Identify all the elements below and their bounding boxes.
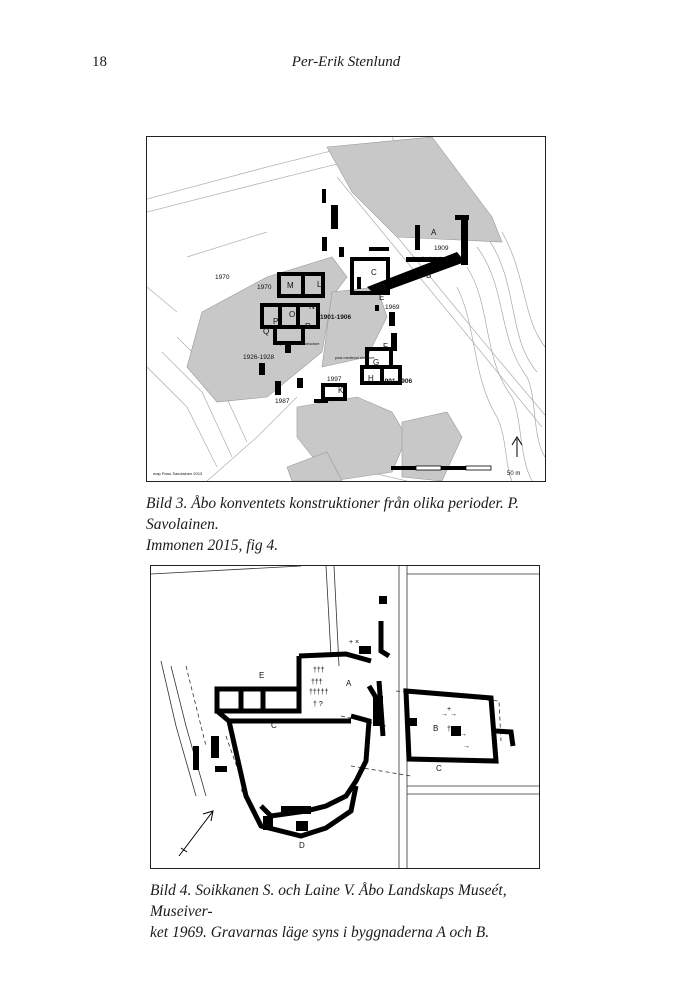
label-F: F bbox=[383, 342, 388, 351]
scale-label: 50 m bbox=[507, 471, 521, 477]
svg-text:+: + bbox=[447, 706, 452, 713]
page-number: 18 bbox=[92, 54, 107, 70]
map-credit: map Panu Savolainen 2013 bbox=[153, 471, 203, 476]
corridor-C-label-1: C bbox=[271, 721, 277, 730]
room-B-label: B bbox=[433, 724, 439, 733]
svg-text:†††: ††† bbox=[313, 667, 325, 674]
figure-3-caption-line-2: Immonen 2015, fig 4. bbox=[146, 537, 279, 554]
label-O: O bbox=[289, 310, 296, 319]
year-1901-1906-b: 1901-1906 bbox=[381, 378, 413, 385]
label-Q: Q bbox=[263, 327, 270, 336]
room-A-label: A bbox=[346, 679, 352, 688]
svg-text:†: † bbox=[447, 726, 451, 733]
label-M: M bbox=[287, 281, 294, 290]
north-arrow-icon bbox=[512, 437, 522, 457]
label-B: B bbox=[426, 271, 432, 280]
running-head: Per-Erik Stenlund bbox=[291, 54, 401, 70]
svg-text:→ →: → → bbox=[451, 731, 467, 738]
label-C: C bbox=[371, 268, 377, 277]
label-K: K bbox=[338, 386, 344, 395]
label-H: H bbox=[368, 374, 374, 383]
label-G: G bbox=[373, 358, 380, 367]
year-1901-1906-a: 1901-1906 bbox=[320, 314, 352, 321]
modern-buildings bbox=[187, 137, 502, 481]
figure-3-site-plan bbox=[146, 136, 546, 482]
figure-4-caption bbox=[150, 880, 570, 943]
svg-text:† ?: † ? bbox=[313, 701, 323, 708]
site-plan-map bbox=[147, 137, 545, 481]
note-post-medieval-3: post-medieval structure bbox=[335, 356, 375, 360]
svg-text:†††††: ††††† bbox=[309, 689, 329, 696]
note-post-medieval-1: post-medieval structure bbox=[407, 256, 447, 260]
svg-text:†††: ††† bbox=[311, 679, 323, 686]
north-arrow-icon bbox=[179, 811, 213, 856]
label-E: E bbox=[379, 293, 385, 302]
label-R: R bbox=[305, 322, 311, 331]
note-post-medieval-2: post-medieval structure bbox=[280, 342, 320, 346]
street-outlines bbox=[151, 566, 539, 868]
year-1909: 1909 bbox=[434, 245, 449, 252]
excavation-plan bbox=[151, 566, 539, 868]
contour-lines bbox=[457, 232, 545, 481]
label-N: N bbox=[309, 302, 315, 311]
label-A: A bbox=[431, 228, 437, 237]
year-1970-b: 1970 bbox=[257, 284, 272, 291]
figure-4-caption-line-1: Bild 4. Soikkanen S. och Laine V. Åbo Landskaps Museét, Museiver- bbox=[150, 882, 507, 920]
room-E-label: E bbox=[259, 671, 265, 680]
figure-3-caption bbox=[146, 493, 566, 556]
room-D-label: D bbox=[299, 841, 305, 850]
year-1997: 1997 bbox=[327, 376, 342, 383]
svg-text:→: → bbox=[463, 743, 470, 750]
label-L: L bbox=[317, 280, 322, 289]
figure-3-caption-line-1: Bild 3. Åbo konventets konstruktioner från olika perioder. P. Savolainen. bbox=[146, 495, 519, 533]
label-P: P bbox=[273, 317, 279, 326]
year-1926-1928: 1926-1928 bbox=[243, 354, 275, 361]
label-D: D bbox=[380, 283, 386, 292]
figure-4-excavation-plan bbox=[150, 565, 540, 869]
year-1970-a: 1970 bbox=[215, 274, 230, 281]
corridor-C-label-2: C bbox=[241, 786, 247, 795]
year-1969: 1969 bbox=[385, 304, 400, 311]
year-1987: 1987 bbox=[275, 398, 290, 405]
corridor-C-label-3: C bbox=[436, 764, 442, 773]
svg-text:+ ×: + × bbox=[349, 639, 360, 646]
svg-text:→ →: → → bbox=[441, 711, 457, 718]
figure-4-caption-line-2: ket 1969. Gravarnas läge syns i byggnaderna A och B. bbox=[150, 924, 490, 941]
